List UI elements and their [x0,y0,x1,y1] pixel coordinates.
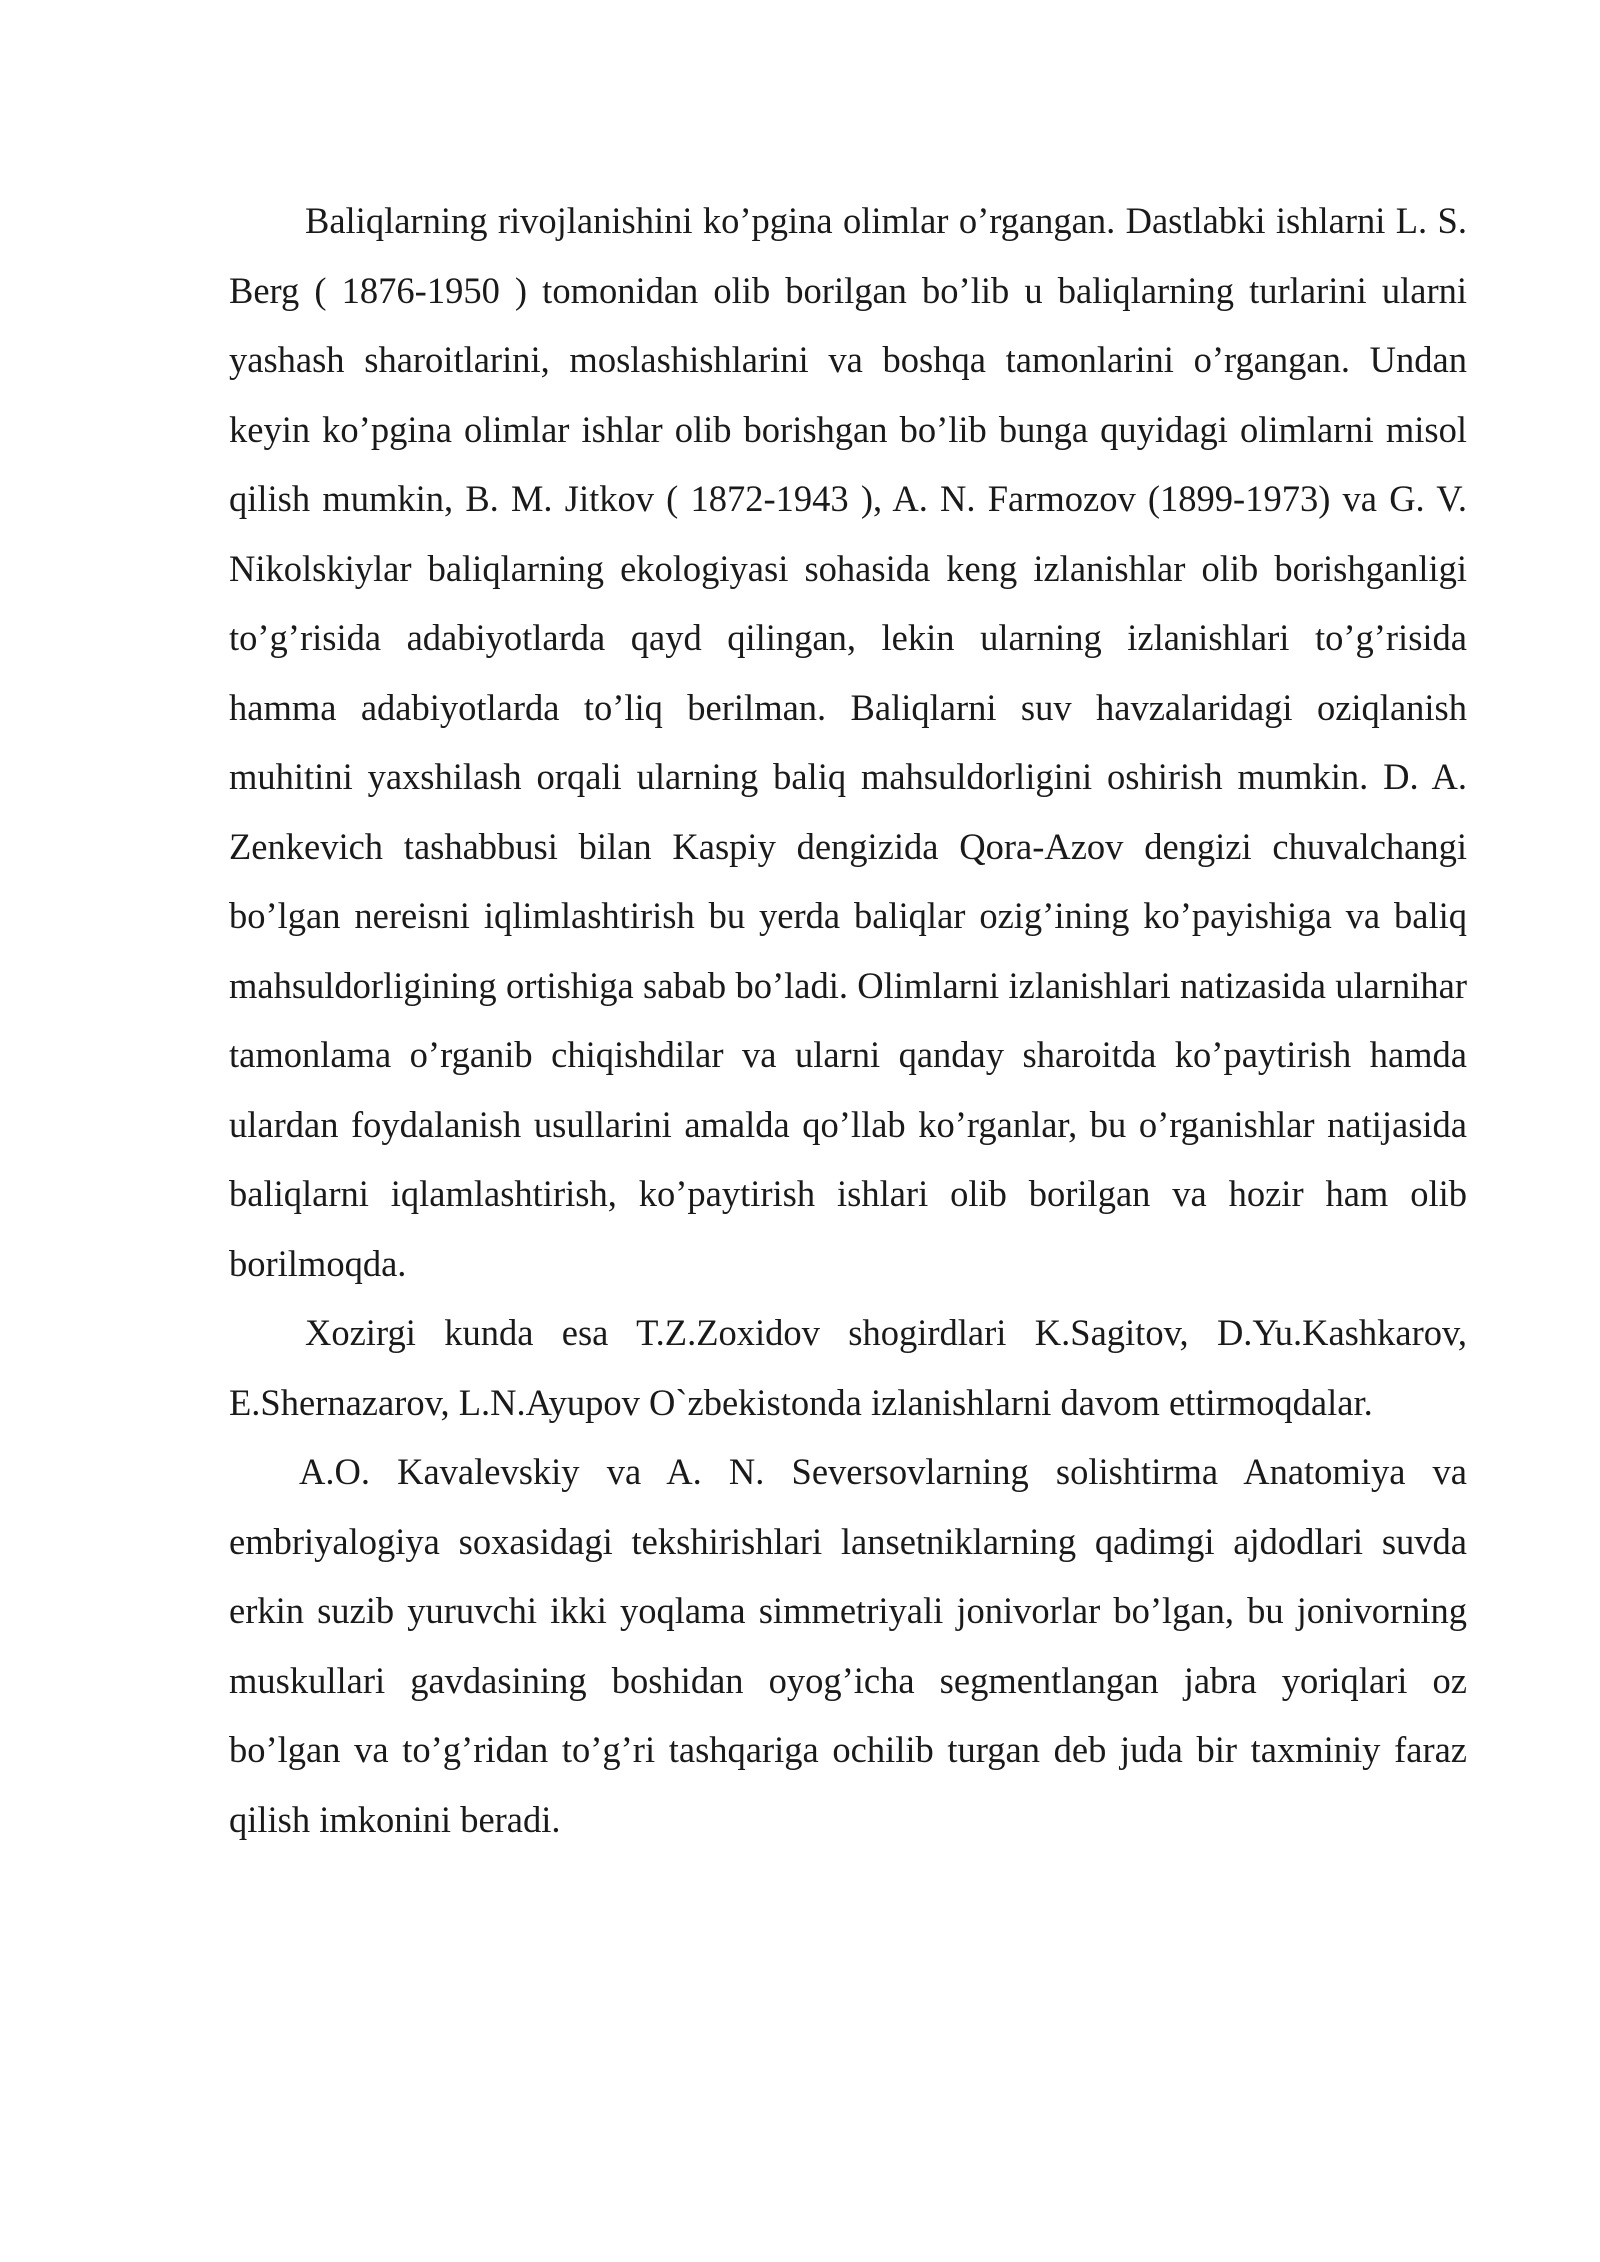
paragraph-comparative-anatomy: A.O. Kavalevskiy va A. N. Seversovlarning solishtirma Anatomiya va embriyalogiya soxasidagi tekshirishlari lansetniklarning qadimgi ajdodlari suvda erkin suzib yuruvchi ikki yoqlama simmetriyali jonivorlar bo’lgan, bu jonivorning muskullari gavdasining boshidan oyog’icha segmentlangan jabra yoriqlari oz bo’lgan va to’g’ridan to’g’ri tashqariga ochilib turgan deb juda bir taxminiy faraz qilish imkonini beradi. [229,1451,1467,1840]
document-body [229,186,1467,1854]
paragraph-research-history: Baliqlarning rivojlanishini ko’pgina olimlar o’rgangan. Dastlabki ishlarni L. S. Berg ( 1876-1950 ) tomonidan olib borilgan bo’lib u baliqlarning turlarini ularni yashash sharoitlarini, moslashishlarini va boshqa tamonlarini o’rgangan. Undan keyin ko’pgina olimlar ishlar olib borishgan bo’lib bunga quyidagi olimlarni misol qilish mumkin, B. M. Jitkov ( 1872-1943 ), A. N. Farmozov (1899-1973) va G. V. Nikolskiylar baliqlarning ekologiyasi sohasida keng izlanishlar olib borishganligi to’g’risida adabiyotlarda qayd qilingan, lekin ularning izlanishlari to’g’risida hamma adabiyotlarda to’liq berilman. Baliqlarni suv havzalaridagi oziqlanish muhitini yaxshilash orqali ularning baliq mahsuldorligini oshirish mumkin. D. A. Zenkevich tashabbusi bilan Kaspiy dengizida Qora-Azov dengizi chuvalchangi bo’lgan nereisni iqlimlashtirish bu yerda baliqlar ozig’ining ko’payishiga va baliq mahsuldorligining ortishiga sabab bo’ladi. Olimlarni izlanishlari natizasida ularnihar tamonlama o’rganib chiqishdilar va ularni qanday sharoitda ko’paytirish hamda ulardan foydalanish usullarini amalda qo’llab ko’rganlar, bu o’rganishlar natijasida baliqlarni iqlamlashtirish, ko’paytirish ishlari olib borilgan va hozir ham olib borilmoqda. [229,200,1467,1284]
paragraph-current-researchers: Xozirgi kunda esa T.Z.Zoxidov shogirdlari K.Sagitov, D.Yu.Kashkarov, E.Shernazarov, L.N.Ayupov O`zbekistonda izlanishlarni davom ettirmoqdalar. [229,1312,1467,1423]
